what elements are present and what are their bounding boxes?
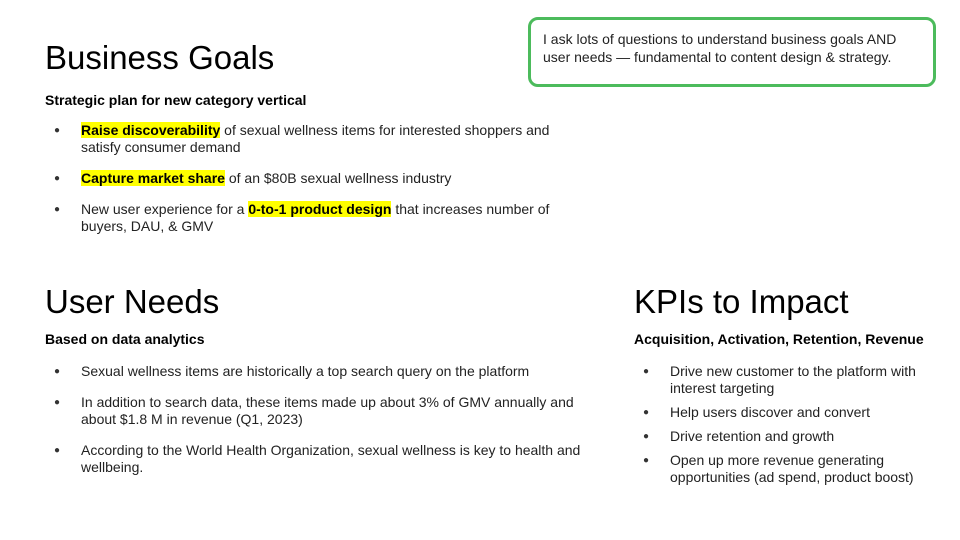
bullet-text: of sexual wellness items for interested shoppers and satisfy consumer demand (81, 122, 550, 155)
business-goals-title: Business Goals (45, 39, 275, 76)
user-needs-title: User Needs (45, 283, 220, 320)
list-item: ● According to the World Health Organization, sexual wellness is key to health and wellbeing. (45, 442, 590, 476)
business-goals-list (45, 122, 585, 235)
business-goals-subtitle: Strategic plan for new category vertical (45, 92, 307, 108)
list-item (45, 122, 585, 156)
kpis-title: KPIs to Impact (634, 283, 849, 320)
list-item: ● Drive new customer to the platform with interest targeting (634, 363, 944, 397)
list-item (45, 201, 585, 235)
list-item: ● Drive retention and growth (634, 428, 944, 445)
user-needs-section (45, 282, 590, 490)
highlight-text: 0-to-1 product design (248, 201, 392, 217)
list-item: ● Help users discover and convert (634, 404, 944, 421)
kpis-section (634, 282, 944, 493)
user-needs-list (45, 363, 590, 476)
list-item: ● Sexual wellness items are historically a top search query on the platform (45, 363, 590, 380)
bullet-text: of an $80B sexual wellness industry (224, 170, 452, 186)
bullet-text: that increases number of buyers, DAU, & GMV (81, 201, 550, 234)
bullet-text: New user experience for a (81, 201, 249, 217)
business-goals-section (45, 38, 585, 249)
list-item (45, 170, 585, 187)
user-needs-subtitle: Based on data analytics (45, 331, 205, 347)
callout-box: I ask lots of questions to understand business goals AND user needs — fundamental to content design & strategy. (528, 17, 936, 87)
highlight-text: Capture market share (81, 170, 225, 186)
list-item: ● In addition to search data, these items made up about 3% of GMV annually and about $1.8 M in revenue (Q1, 2023) (45, 394, 590, 428)
kpis-list (634, 363, 944, 486)
highlight-text: Raise discoverability (81, 122, 221, 138)
list-item: ● Open up more revenue generating opportunities (ad spend, product boost) (634, 452, 944, 486)
kpis-subtitle: Acquisition, Activation, Retention, Revenue (634, 331, 924, 347)
